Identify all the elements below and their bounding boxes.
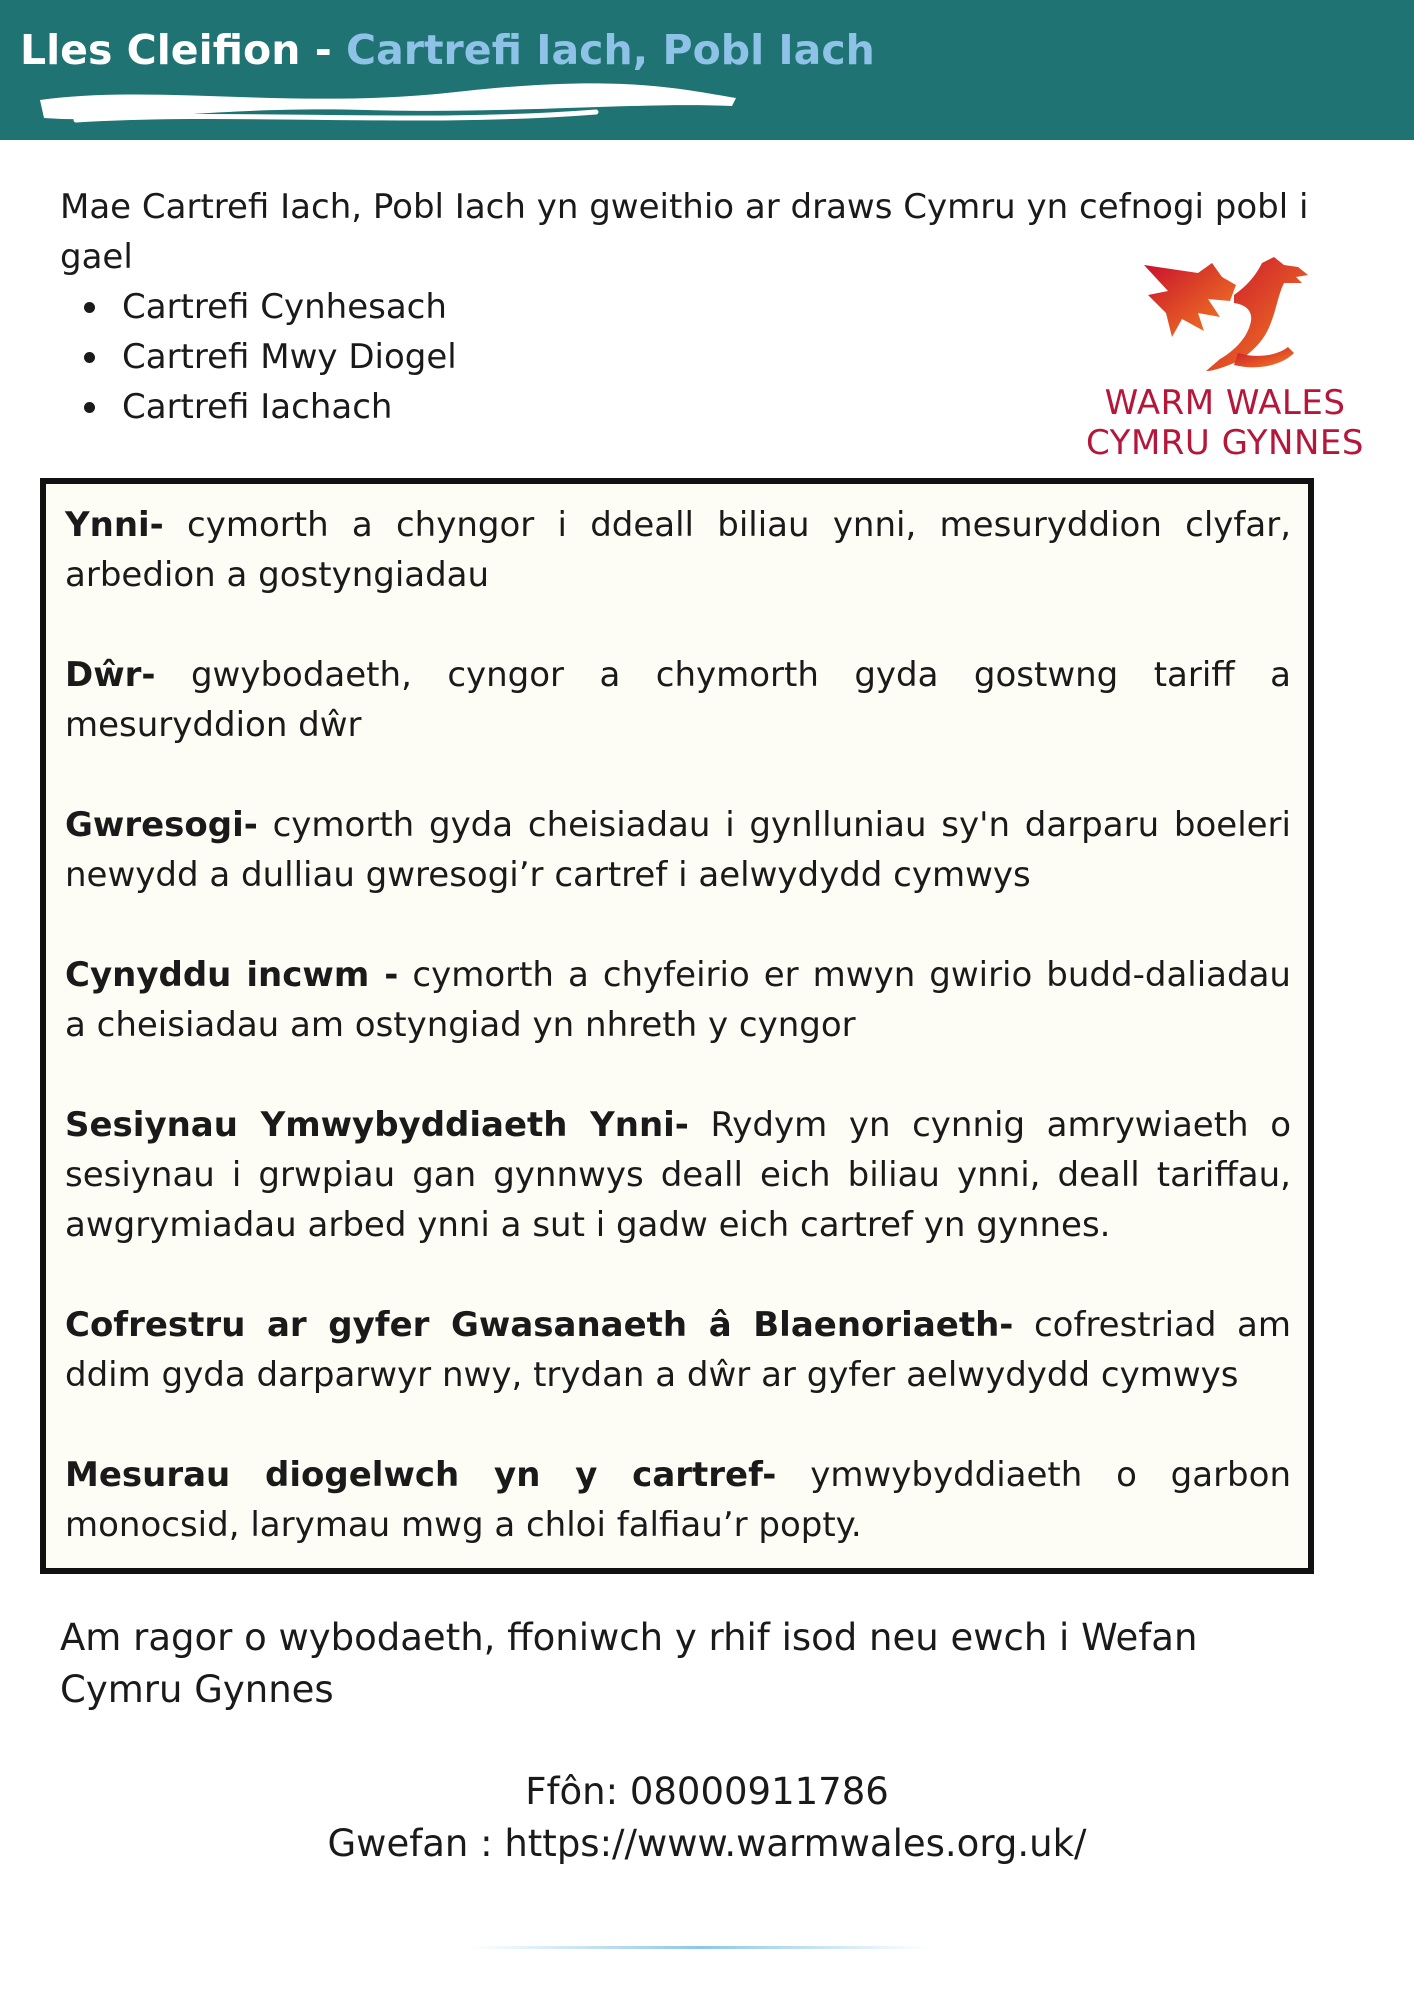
service-label: Cofrestru ar gyfer Gwasanaeth â Blaenoriaeth- <box>65 1305 1014 1345</box>
service-text: gwybodaeth, cyngor a chymorth gyda gostwng tariff a mesuryddion dŵr <box>65 655 1291 745</box>
service-item <box>65 1450 1291 1550</box>
title-prefix: Lles Cleifion - <box>20 26 346 74</box>
service-text: cofrestriad am ddim gyda darparwyr nwy, trydan a dŵr ar gyfer aelwydydd cymwys <box>65 1305 1291 1395</box>
services-box <box>40 478 1314 1574</box>
service-item <box>65 500 1291 600</box>
service-label: Sesiynau Ymwybyddiaeth Ynni- <box>65 1105 689 1145</box>
more-info-text: Am ragor o wybodaeth, ffoniwch y rhif isod neu ewch i Wefan Cymru Gynnes <box>60 1616 1198 1711</box>
logo-text-line1: WARM WALES <box>1104 383 1346 423</box>
service-label: Ynni- <box>65 505 164 545</box>
service-text: Rydym yn cynnig amrywiaeth o sesiynau i grwpiau gan gynnwys deall eich biliau ynni, deall tariffau, awgrymiadau arbed ynni a sut i gadw eich cartref yn gynnes. <box>65 1105 1292 1245</box>
service-text: cymorth a chyngor i ddeall biliau ynni, mesuryddion clyfar, arbedion a gostyngiadau <box>65 505 1291 595</box>
header-banner <box>0 0 1414 140</box>
intro-list <box>60 282 457 432</box>
list-item: Cartrefi Mwy Diogel <box>60 332 457 382</box>
service-label: Dŵr- <box>65 655 156 695</box>
page-title <box>20 26 875 74</box>
service-item <box>65 1100 1291 1250</box>
footer-divider <box>470 1946 930 1949</box>
website-link[interactable]: Gwefan : https://www.warmwales.org.uk/ <box>327 1822 1087 1865</box>
service-label: Mesurau diogelwch yn y cartref- <box>65 1455 777 1495</box>
list-item: Cartrefi Iachach <box>60 382 457 432</box>
warm-wales-logo <box>1080 255 1370 465</box>
logo-text-line2: CYMRU GYNNES <box>1086 423 1364 463</box>
intro-text: Mae Cartrefi Iach, Pobl Iach yn gweithio ar draws Cymru yn cefnogi pobl i gael <box>60 187 1309 277</box>
service-text: ymwybyddiaeth o garbon monocsid, larymau mwg a chloi falfiau’r popty. <box>65 1455 1291 1545</box>
service-label: Cynyddu incwm - <box>65 955 399 995</box>
service-item <box>65 950 1291 1050</box>
service-item <box>65 800 1291 900</box>
list-item: Cartrefi Cynhesach <box>60 282 457 332</box>
service-text: cymorth a chyfeirio er mwyn gwirio budd-daliadau a cheisiadau am ostyngiad yn nhreth y cyngor <box>65 955 1291 1045</box>
service-item <box>65 1300 1291 1400</box>
service-text: cymorth gyda cheisiadau i gynlluniau sy'n darparu boeleri newydd a dulliau gwresogi’r cartref i aelwydydd cymwys <box>65 805 1291 895</box>
service-label: Gwresogi- <box>65 805 258 845</box>
title-accent: Cartrefi Iach, Pobl Iach <box>345 26 875 74</box>
redacted-subtitle-scribble <box>36 80 746 132</box>
dragon-icon <box>1138 255 1313 373</box>
service-item <box>65 650 1291 750</box>
phone-number: Ffôn: 08000911786 <box>525 1770 889 1813</box>
